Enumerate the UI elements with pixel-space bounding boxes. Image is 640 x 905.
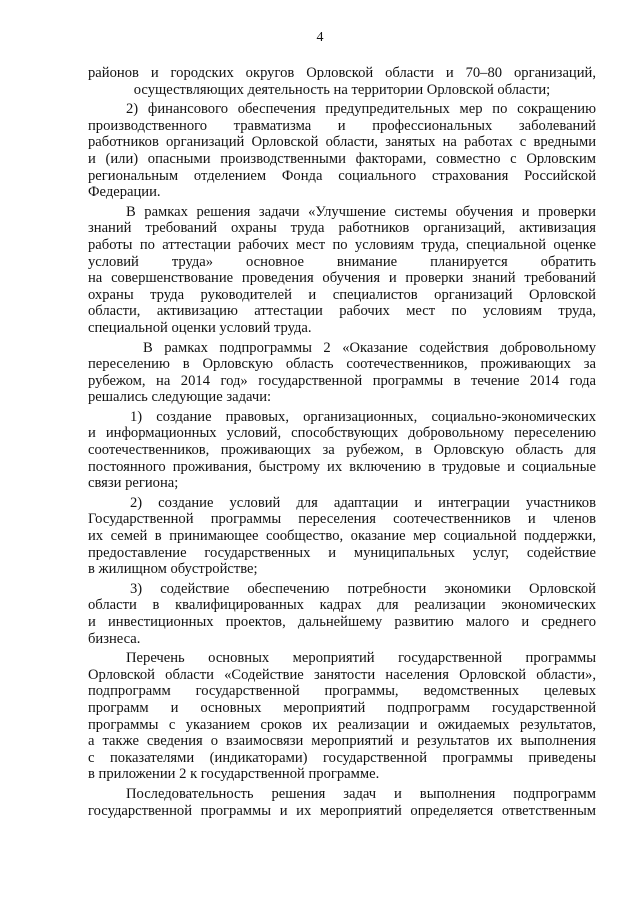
paragraph-line: с показателями (индикаторами) государственной программы приведены [88, 749, 596, 766]
paragraph-line: работников организаций Орловской области, занятых на работах с вредными [88, 134, 596, 151]
paragraph-line: связи региона; [88, 475, 179, 492]
paragraph-line: производственного травматизма и профессиональных заболеваний [88, 117, 596, 134]
paragraph-line: области, активизацию аттестации рабочих мест по условиям труда, [88, 303, 596, 320]
paragraph-line: знаний требований охраны труда работников организаций, активизация [88, 220, 596, 237]
paragraph-line: 3) содействие обеспечению потребности экономики Орловской [130, 580, 596, 597]
paragraph-line: Последовательность решения задач и выполнения подпрограмм [126, 785, 596, 802]
paragraph-line: условий труда» основное внимание планируется обратить [88, 253, 596, 270]
paragraph-line: осуществляющих деятельность на территории Орловской области; [133, 81, 551, 98]
paragraph-line: Орловской области «Содействие занятости населения Орловской области», [88, 666, 596, 683]
paragraph-line: специальной оценки условий труда. [88, 319, 312, 336]
paragraph-line: региональным отделением Фонда социального страхования Российской [88, 167, 596, 184]
paragraph-line: Государственной программы переселения соотечественников и членов [88, 511, 596, 528]
paragraph-line: работы по аттестации рабочих мест по условиям труда, специальной оценке [88, 236, 596, 253]
paragraph-line: соотечественников, проживающих за рубежом, в Орловскую область для [88, 442, 596, 459]
paragraph-line: государственной программы и их мероприятий определяется ответственным [88, 802, 596, 819]
paragraph-line: а также сведения о взаимосвязи мероприятий и результатов их выполнения [88, 733, 596, 750]
paragraph-line: охраны труда руководителей и специалистов организаций Орловской [88, 286, 596, 303]
paragraph-line: бизнеса. [88, 630, 141, 647]
paragraph-line: 1) создание правовых, организационных, социально-экономических [130, 408, 596, 425]
paragraph-line: области в квалифицированных кадрах для реализации экономических [88, 597, 596, 614]
paragraph-line: и (или) опасными производственными факторами, совместно с Орловским [88, 150, 596, 167]
paragraph-line: предоставление государственных и муниципальных услуг, содействие [88, 544, 596, 561]
document-body [88, 65, 596, 822]
paragraph-line: и информационных условий, способствующих добровольному переселению [88, 425, 596, 442]
paragraph-line: программ и основных мероприятий подпрограмм государственной [88, 699, 596, 716]
paragraph [88, 340, 596, 406]
paragraph-line: 2) создание условий для адаптации и интеграции участников [130, 494, 596, 511]
paragraph-line: постоянного проживания, быстрому их включению в трудовые и социальные [88, 458, 596, 475]
paragraph [88, 650, 596, 783]
paragraph-line: В рамках подпрограммы 2 «Оказание содействия добровольному [143, 339, 596, 356]
paragraph [88, 101, 596, 201]
paragraph-line: Перечень основных мероприятий государственной программы [126, 650, 596, 667]
paragraph [88, 65, 596, 98]
paragraph-line: Федерации. [88, 184, 161, 201]
paragraph-line: решались следующие задачи: [88, 389, 272, 406]
paragraph-line: их семей в принимающее сообщество, оказание мер социальной поддержки, [88, 528, 596, 545]
paragraph-line: и инвестиционных проектов, дальнейшему развитию малого и среднего [88, 614, 596, 630]
paragraph-line: на совершенствование проведения обучения и проверки знаний требований [88, 270, 596, 287]
paragraph-line: подпрограмм государственной программы, ведомственных целевых [88, 683, 596, 700]
paragraph [88, 495, 596, 578]
paragraph [88, 786, 596, 819]
paragraph-line: переселению в Орловскую область соотечественников, проживающих за [88, 356, 596, 373]
paragraph-line: районов и городских округов Орловской области и 70–80 организаций, [88, 65, 596, 81]
paragraph [88, 409, 596, 492]
paragraph [88, 204, 596, 337]
paragraph-line: в приложении 2 к государственной программе. [88, 766, 380, 783]
paragraph-line: в жилищном обустройстве; [88, 561, 258, 578]
paragraph-line: В рамках решения задачи «Улучшение системы обучения и проверки [126, 203, 596, 220]
paragraph-line: программы с указанием сроков их реализации и ожидаемых результатов, [88, 716, 596, 733]
paragraph [88, 581, 596, 647]
paragraph-line: 2) финансового обеспечения предупредительных мер по сокращению [126, 101, 596, 118]
paragraph-line: рубежом, на 2014 год» государственной программы в течение 2014 года [88, 372, 596, 389]
page-number: 4 [316, 30, 324, 45]
